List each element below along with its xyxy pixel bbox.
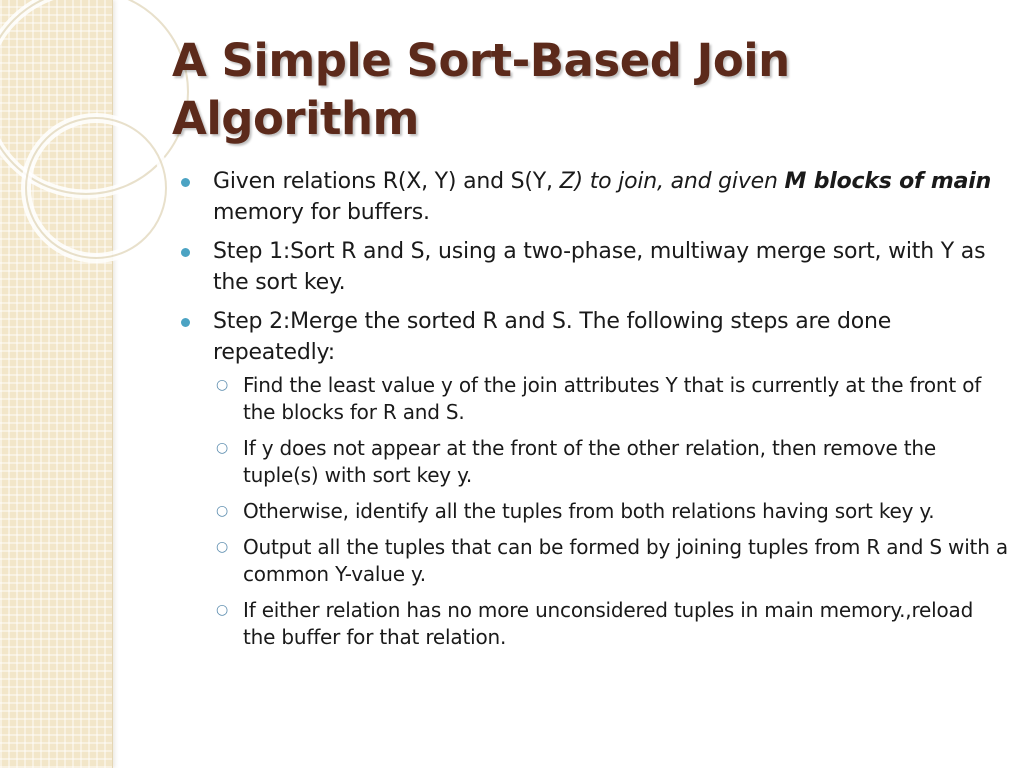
- slide-title: A Simple Sort-Based Join Algorithm: [172, 34, 790, 145]
- sub-bullet-item-1: [178, 372, 1008, 426]
- sub-bullet-1-text: Find the least value y of the join attributes Y that is currently at the front of the blocks for R and S.: [243, 373, 982, 424]
- bullet-1-text-d: memory for buffers.: [213, 200, 430, 225]
- circle-bullet-icon: ○: [216, 503, 229, 519]
- bullet-item-3: [178, 306, 1008, 651]
- bullet-dot: [181, 178, 190, 187]
- bullet-2-text: Step 1:Sort R and S, using a two-phase, multiway merge sort, with Y as the sort key.: [213, 239, 986, 295]
- circle-bullet-icon: ○: [216, 539, 229, 555]
- circle-bullet-icon: ○: [216, 377, 229, 393]
- bullet-item-1: [178, 166, 1008, 228]
- sub-bullet-item-3: [178, 498, 1008, 525]
- sub-bullet-3-text: Otherwise, identify all the tuples from both relations having sort key y.: [243, 499, 935, 523]
- circle-bullet-icon: ○: [216, 602, 229, 618]
- sub-bullet-5-text: If either relation has no more unconsidered tuples in main memory.,reload the buffer for that relation.: [243, 598, 974, 649]
- sub-bullet-item-4: [178, 534, 1008, 588]
- sub-bullet-item-2: [178, 435, 1008, 489]
- bullet-1-text-c: M blocks of main: [784, 169, 992, 194]
- sub-bullet-item-5: [178, 597, 1008, 651]
- decorative-circles: [0, 0, 200, 320]
- bullet-dot: [181, 248, 190, 257]
- bullet-1-text-a: Given relations R(X, Y) and S(Y,: [213, 169, 560, 194]
- sub-bullet-list: [213, 372, 1008, 651]
- circle-bullet-icon: ○: [216, 440, 229, 456]
- bullet-3-text: Step 2:Merge the sorted R and S. The following steps are done repeatedly:: [213, 309, 892, 365]
- bullet-list: [178, 166, 1008, 651]
- sub-bullet-4-text: Output all the tuples that can be formed by joining tuples from R and S with a common Y-value y.: [243, 535, 1008, 586]
- bullet-dot: [181, 318, 190, 327]
- slide-body: [178, 166, 1008, 660]
- bullet-1-text-b: Z) to join, and given: [559, 169, 785, 194]
- sub-bullet-2-text: If y does not appear at the front of the other relation, then remove the tuple(s) with sort key y.: [243, 436, 936, 487]
- bullet-item-2: [178, 236, 1008, 298]
